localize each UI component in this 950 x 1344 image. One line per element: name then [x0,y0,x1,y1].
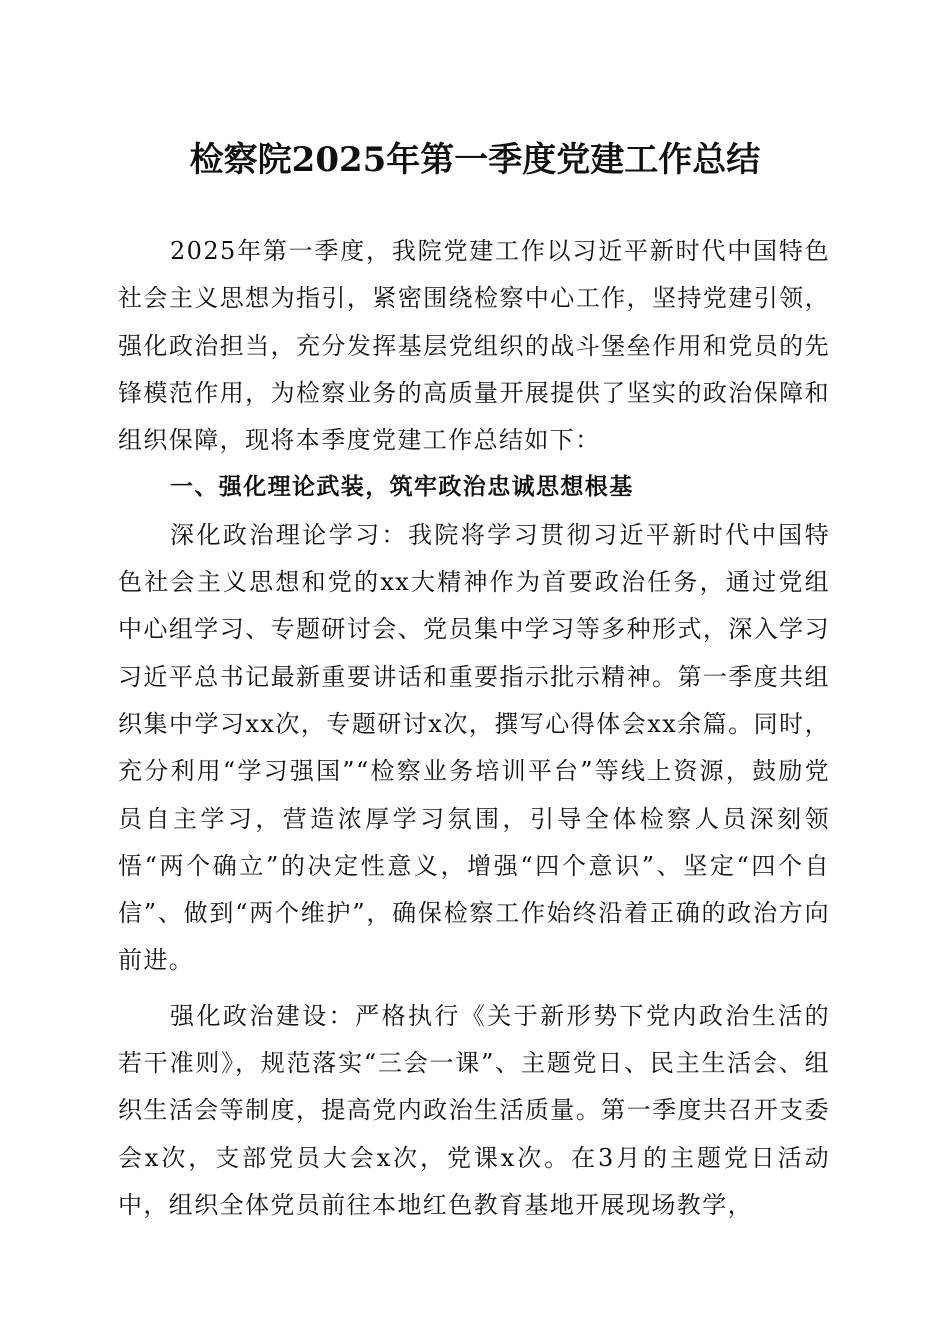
body-paragraph: 深化政治理论学习：我院将学习贯彻习近平新时代中国特色社会主义思想和党的xx大精神作为首要政治任务，通过党组中心组学习、专题研讨会、党员集中学习等多种形式，深入学习习近平总书记最新重要讲话和重要指示批示精神。第一季度共组织集中学习xx次，专题研讨x次，撰写心得体会xx余篇。同时，充分利用“学习强国”“检察业务培训平台”等线上资源，鼓励党员自主学习，营造浓厚学习氛围，引导全体检察人员深刻领悟“两个确立”的决定性意义，增强“四个意识”、坚定“四个自信”、做到“两个维护”，确保检察工作始终沿着正确的政治方向前进。 [118,520,830,975]
document-title: 检察院2025年第一季度党建工作总结 [189,140,761,180]
section-heading: 一、强化理论武装，筑牢政治忠诚思想根基 [170,474,634,501]
intro-paragraph: 2025年第一季度，我院党建工作以习近平新时代中国特色社会主义思想为指引，紧密围绕检察中心工作，坚持党建引领，强化政治担当，充分发挥基层党组织的战斗堡垒作用和党员的先锋模范作用，为检察业务的高质量开展提供了坚实的政治保障和组织保障，现将本季度党建工作总结如下： [118,237,830,455]
body-paragraph: 强化政治建设：严格执行《关于新形势下党内政治生活的若干准则》，规范落实“三会一课”、主题党日、民主生活会、组织生活会等制度，提高党内政治生活质量。第一季度共召开支委会x次，支部党员大会x次，党课x次。在3月的主题党日活动中，组织全体党员前往本地红色教育基地开展现场教学， [118,1001,830,1219]
document-body [118,228,830,1229]
